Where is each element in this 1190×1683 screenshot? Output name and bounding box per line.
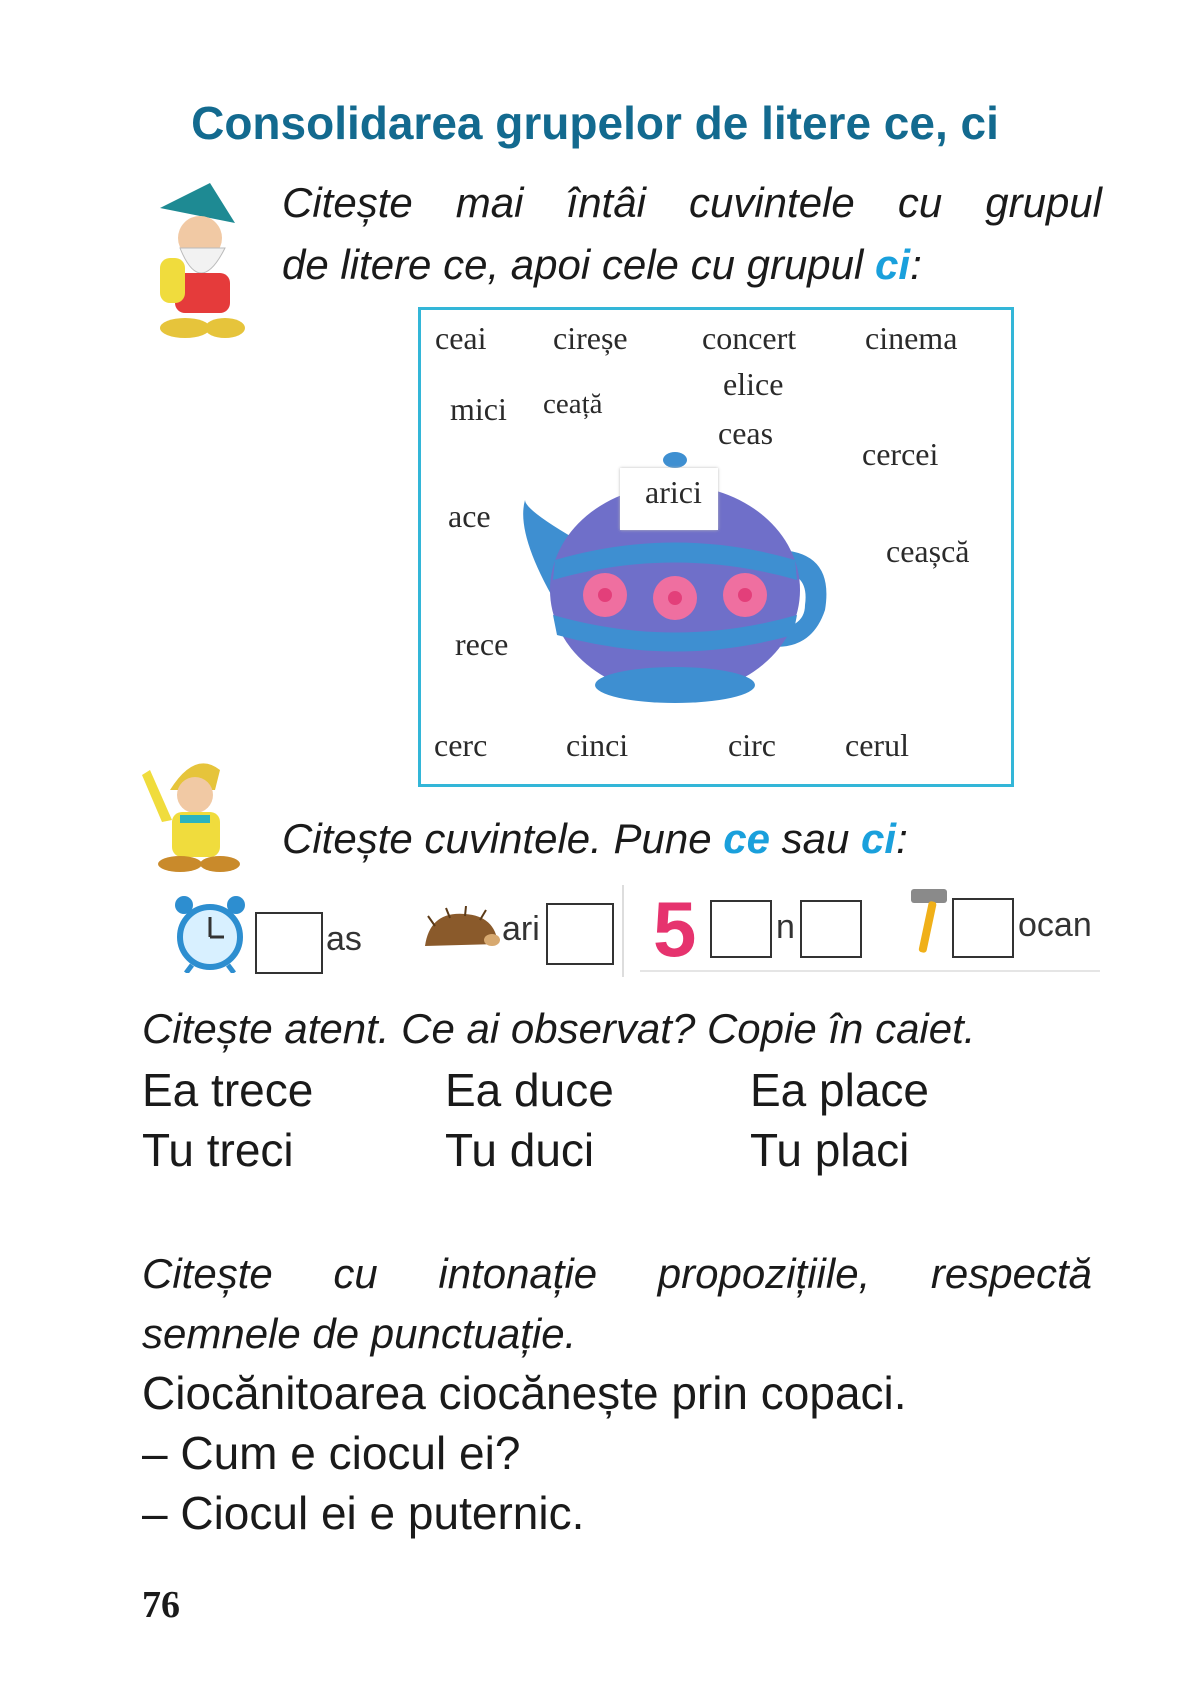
pair-2-a: Ea duce <box>445 1064 614 1116</box>
text-line-1: Ciocănitoarea ciocănește prin copaci. <box>142 1367 907 1419</box>
word-cerul: cerul <box>845 727 909 763</box>
number-five: 5 <box>653 885 697 973</box>
instruction-fill-in-text: Citește cuvintele. Pune <box>282 815 724 862</box>
syllable-ocan: ocan <box>1018 906 1092 944</box>
syllable-ari: ari <box>502 910 540 948</box>
answer-box-clock[interactable] <box>255 912 323 974</box>
word-ceai: ceai <box>435 320 487 356</box>
intonation-word-4: propozițiile, <box>657 1250 871 1297</box>
word-ace: ace <box>448 498 491 534</box>
letter-n: n <box>776 908 795 946</box>
text-line-2: – Cum e ciocul ei? <box>142 1427 521 1479</box>
word-cerc: cerc <box>434 727 488 763</box>
instruction-read-words <box>282 172 1102 296</box>
hammer-icon <box>905 885 951 955</box>
intonation-word-5: respectă <box>930 1250 1092 1297</box>
page-title: Consolidarea grupelor de litere ce, ci <box>191 97 999 149</box>
alarm-clock-icon <box>172 893 248 973</box>
word-elice: elice <box>723 366 784 402</box>
word-concert: concert <box>702 320 797 356</box>
highlight-ci-2: ci <box>861 815 897 862</box>
answer-box-five-2[interactable] <box>800 900 862 958</box>
intonation-word-2: cu <box>333 1250 378 1297</box>
syllable-as: as <box>326 920 362 958</box>
hedgehog-icon <box>420 906 500 956</box>
instruction-intonation-line-1 <box>142 1243 1092 1305</box>
instruction-line-2-colon: : <box>910 241 922 288</box>
text-line-3: – Ciocul ei e puternic. <box>142 1487 585 1539</box>
word-cinci: cinci <box>566 727 629 763</box>
pair-3-a: Ea place <box>750 1064 930 1116</box>
instruction-fill-in-mid: sau <box>769 815 862 862</box>
word-circ: circ <box>728 727 776 763</box>
separator-bottom <box>640 970 1100 972</box>
dwarf-illustration-waving <box>140 750 250 875</box>
answer-box-five-1[interactable] <box>710 900 772 958</box>
instruction-fill-in <box>282 808 908 870</box>
separator <box>622 885 624 977</box>
instruction-observe: Citește atent. Ce ai observat? Copie în caiet. <box>142 1005 976 1052</box>
word-cercei: cercei <box>862 436 939 472</box>
answer-box-hammer[interactable] <box>952 898 1014 958</box>
word-ceas: ceas <box>718 415 774 451</box>
pair-1-b: Tu treci <box>142 1124 294 1176</box>
word-arici: arici <box>645 474 702 510</box>
instruction-line-2 <box>282 234 1102 296</box>
highlight-ce: ce <box>723 815 770 862</box>
pair-3-b: Tu placi <box>750 1124 910 1176</box>
instruction-line-1: Citește mai întâi cuvintele cu grupul <box>282 179 1102 226</box>
intonation-word-1: Citește <box>142 1250 273 1297</box>
instruction-line-2-text: de litere ce, apoi cele cu grupul <box>282 241 876 288</box>
answer-box-hedgehog[interactable] <box>546 903 614 965</box>
dwarf-illustration-top <box>140 178 250 343</box>
instruction-fill-in-colon: : <box>896 815 908 862</box>
word-rece: rece <box>455 626 509 662</box>
pair-2-b: Tu duci <box>445 1124 595 1176</box>
intonation-word-3: intonație <box>438 1250 598 1297</box>
pair-1-a: Ea trece <box>142 1064 314 1116</box>
word-cinema: cinema <box>865 320 958 356</box>
highlight-ci: ci <box>875 241 911 288</box>
page-number: 76 <box>142 1584 180 1626</box>
word-ceata: ceață <box>543 388 603 420</box>
instruction-intonation-line-2: semnele de punctuație. <box>142 1310 577 1357</box>
word-cirese: cireșe <box>553 320 628 356</box>
word-ceasca: ceașcă <box>886 533 970 569</box>
word-mici: mici <box>450 391 507 427</box>
